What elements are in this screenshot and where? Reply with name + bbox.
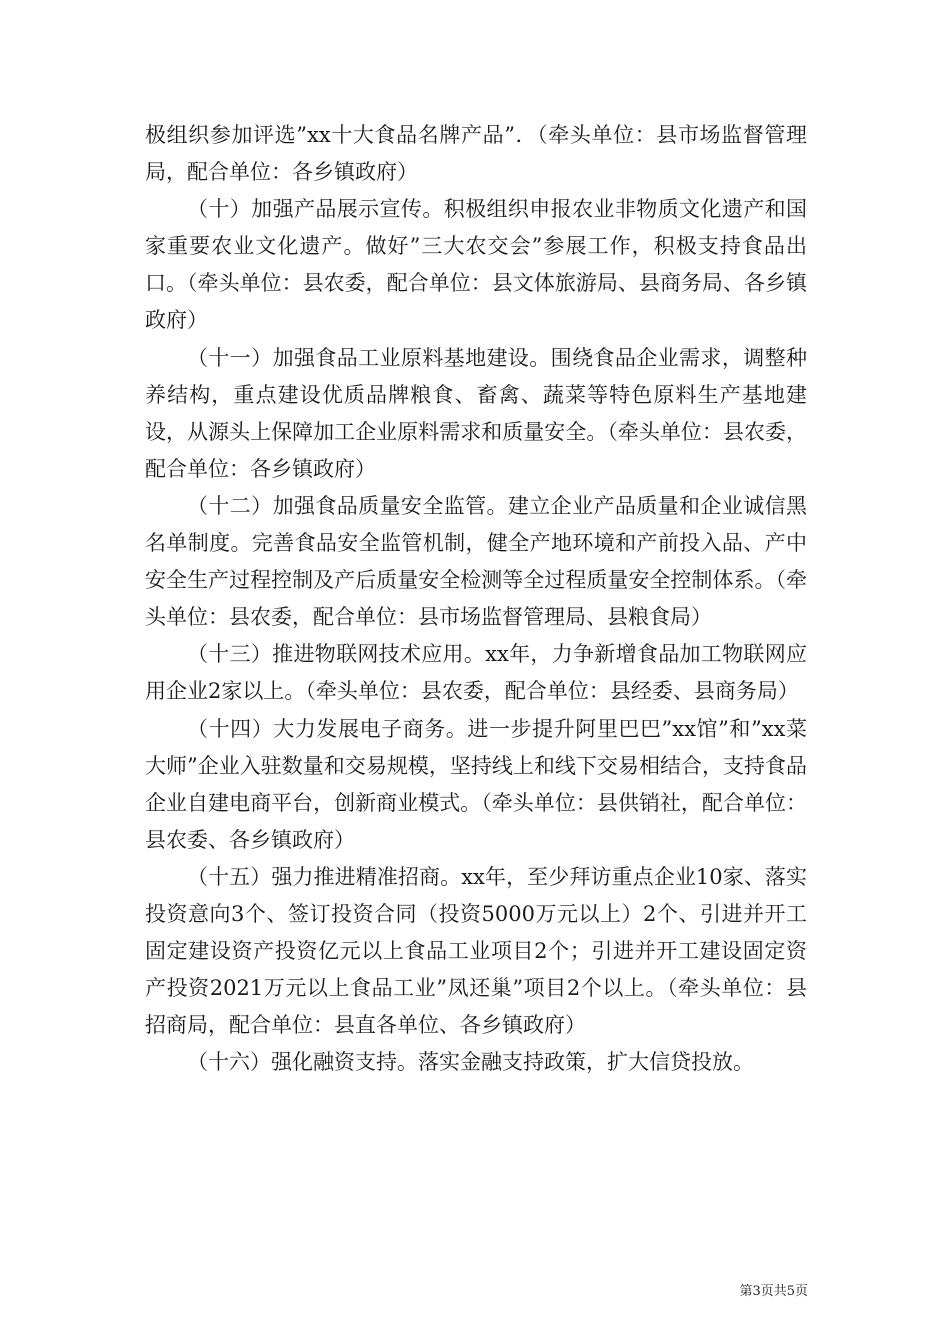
paragraph-item-16: （十六）强化融资支持。落实金融支持政策，扩大信贷投放。 — [187, 1050, 754, 1075]
paragraph-continuation: 极组织参加评选”xx十大食品名牌产品”．（牵头单位：县市场监督管理局，配合单位：各乡镇政府） — [145, 123, 807, 185]
paragraph-item-11: （十一）加强食品工业原料基地建设。围绕食品企业需求，调整种养结构，重点建设优质品牌粮食、畜禽、蔬菜等特色原料生产基地建设，从源头上保障加工企业原料需求和质量安全。（牵头单位：县农委，配合单位：各乡镇政府） — [145, 345, 807, 481]
document-body — [145, 117, 807, 1081]
paragraph-item-13: （十三）推进物联网技术应用。xx年，力争新增食品加工物联网应用企业2家以上。（牵头单位：县农委，配合单位：县经委、县商务局） — [145, 642, 807, 704]
paragraph-item-10: （十）加强产品展示宣传。积极组织申报农业非物质文化遗产和国家重要农业文化遗产。做好”三大农交会”参展工作，积极支持食品出口。（牵头单位：县农委，配合单位：县文体旅游局、县商务局、各乡镇政府） — [145, 197, 807, 333]
paragraph-item-15: （十五）强力推进精准招商。xx年，至少拜访重点企业10家、落实投资意向3个、签订投资合同（投资5000万元以上）2个、引进并开工固定建设资产投资亿元以上食品工业项目2个；引进并开工建设固定资产投资2021万元以上食品工业”凤还巢”项目2个以上。（牵头单位：县招商局，配合单位：县直各单位、各乡镇政府） — [145, 864, 807, 1038]
paragraph-item-14: （十四）大力发展电子商务。进一步提升阿里巴巴”xx馆”和”xx菜大师”企业入驻数量和交易规模，坚持线上和线下交易相结合，支持食品企业自建电商平台，创新商业模式。（牵头单位：县供销社，配合单位：县农委、各乡镇政府） — [145, 716, 807, 852]
paragraph-item-12: （十二）加强食品质量安全监管。建立企业产品质量和企业诚信黑名单制度。完善食品安全监管机制，健全产地环境和产前投入品、产中安全生产过程控制及产后质量安全检测等全过程质量安全控制体系。（牵头单位：县农委，配合单位：县市场监督管理局、县粮食局） — [145, 493, 807, 630]
page-number-footer: 第3页共5页 — [739, 1284, 808, 1299]
